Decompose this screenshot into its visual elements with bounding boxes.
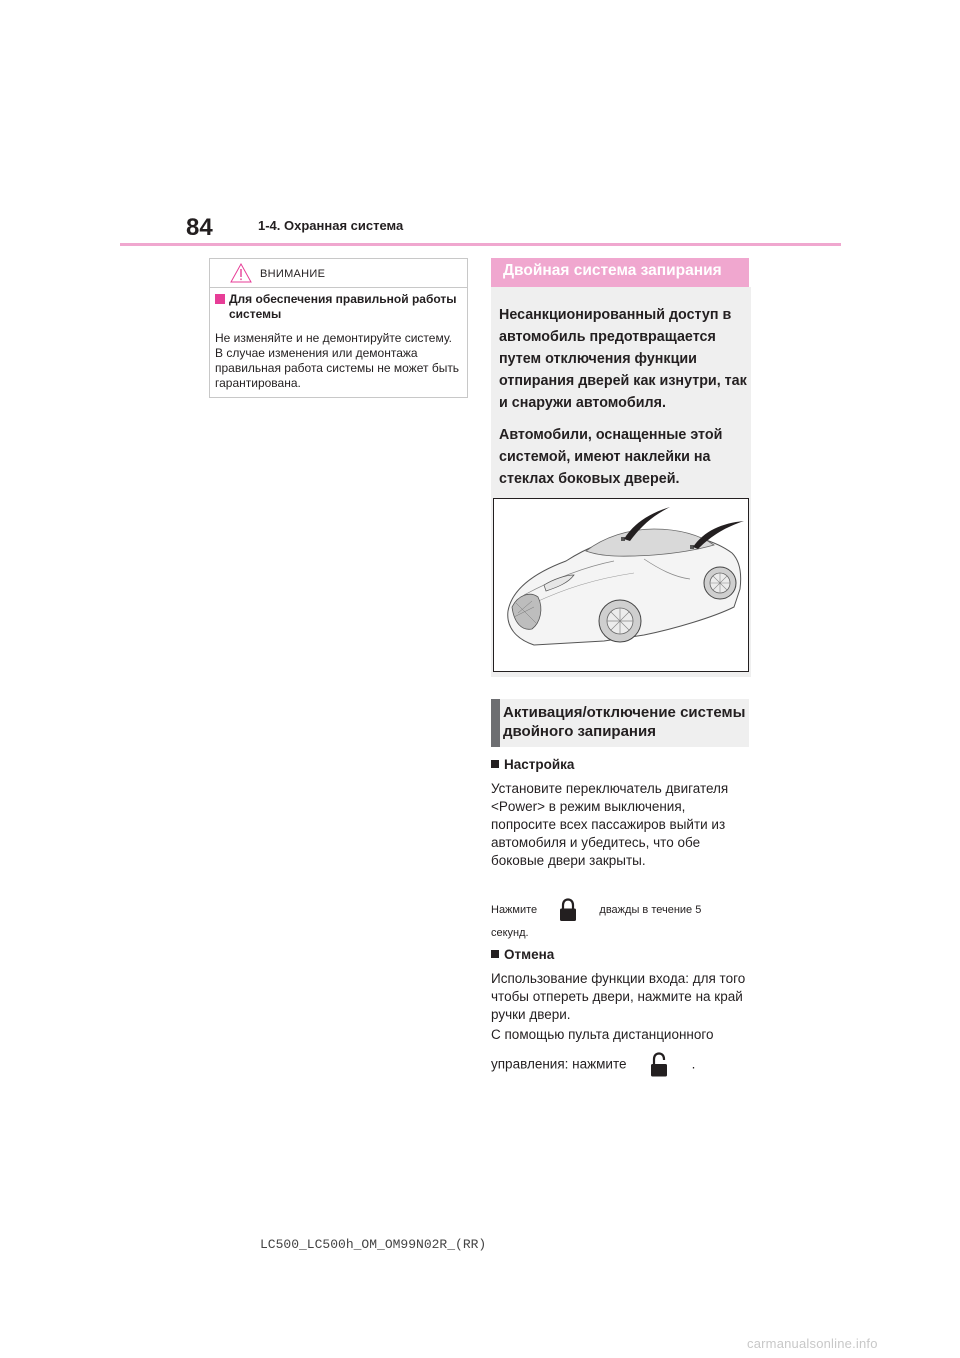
document-code: LC500_LC500h_OM_OM99N02R_(RR) — [260, 1237, 487, 1252]
watermark-site: carmanualsonline.info — [747, 1336, 878, 1351]
press-before-text: Нажмите — [491, 903, 538, 916]
car-drawing — [494, 499, 748, 671]
car-illustration — [493, 498, 749, 672]
caution-body: Не изменяйте и не демонтируйте систему. В случае изменения или демонтажа правильная работа системы не может быть гарантирована. — [215, 331, 460, 390]
press-after-text: дважды в течение 5 — [599, 903, 702, 916]
caution-subtitle — [215, 292, 460, 322]
remote-before-text: управления: нажмите — [491, 1056, 627, 1072]
cancel-body: Использование функции входа: для того чтобы отпереть двери, нажмите на край ручки двери. — [491, 971, 746, 1022]
press-end-text: секунд. — [491, 927, 529, 939]
remote-after-text: . — [691, 1056, 696, 1072]
double-lock-tab-title: Двойная система запирания — [503, 262, 722, 279]
setup-body: Установите переключатель двигателя <Power> в режим выключения, попросите всех пассажиров выйти из автомобиля и убедитесь, что обе боковые двери закрыты. — [491, 781, 729, 868]
square-bullet-icon — [491, 760, 499, 768]
caution-header — [210, 259, 467, 288]
double-lock-intro — [499, 304, 749, 500]
intro-paragraph-2: Автомобили, оснащенные этой системой, имеют наклейки на стеклах боковых дверей. — [499, 427, 723, 487]
activation-accent-bar — [491, 699, 500, 747]
page-number: 84 — [186, 214, 213, 241]
remote-instruction — [491, 1026, 751, 1078]
pink-square-bullet-icon — [215, 294, 225, 304]
header-rule — [120, 243, 841, 246]
activation-title: Активация/отключение системы двойного запирания — [503, 704, 746, 740]
remote-line-1: С помощью пульта дистанционного — [491, 1027, 714, 1042]
cancel-title-text: Отмена — [504, 947, 555, 962]
intro-paragraph-1: Несанкционированный доступ в автомобиль предотвращается путем отключения функции отпирания дверей как изнутри, так и снаружи автомобиля. — [499, 307, 747, 411]
caution-subtitle-text: Для обеспечения правильной работы системы — [229, 292, 457, 321]
section-header: 1-4. Охранная система — [258, 218, 404, 233]
square-bullet-icon — [491, 950, 499, 958]
caution-box — [209, 258, 468, 398]
setup-title-text: Настройка — [504, 757, 575, 772]
caution-title: ВНИМАНИЕ — [260, 268, 326, 280]
unlock-icon — [648, 1052, 670, 1078]
cancel-title — [491, 947, 554, 962]
warning-triangle-icon — [230, 263, 252, 283]
press-instruction — [491, 898, 751, 944]
double-lock-tab — [491, 258, 749, 287]
lock-icon — [557, 898, 579, 922]
setup-title — [491, 757, 574, 772]
